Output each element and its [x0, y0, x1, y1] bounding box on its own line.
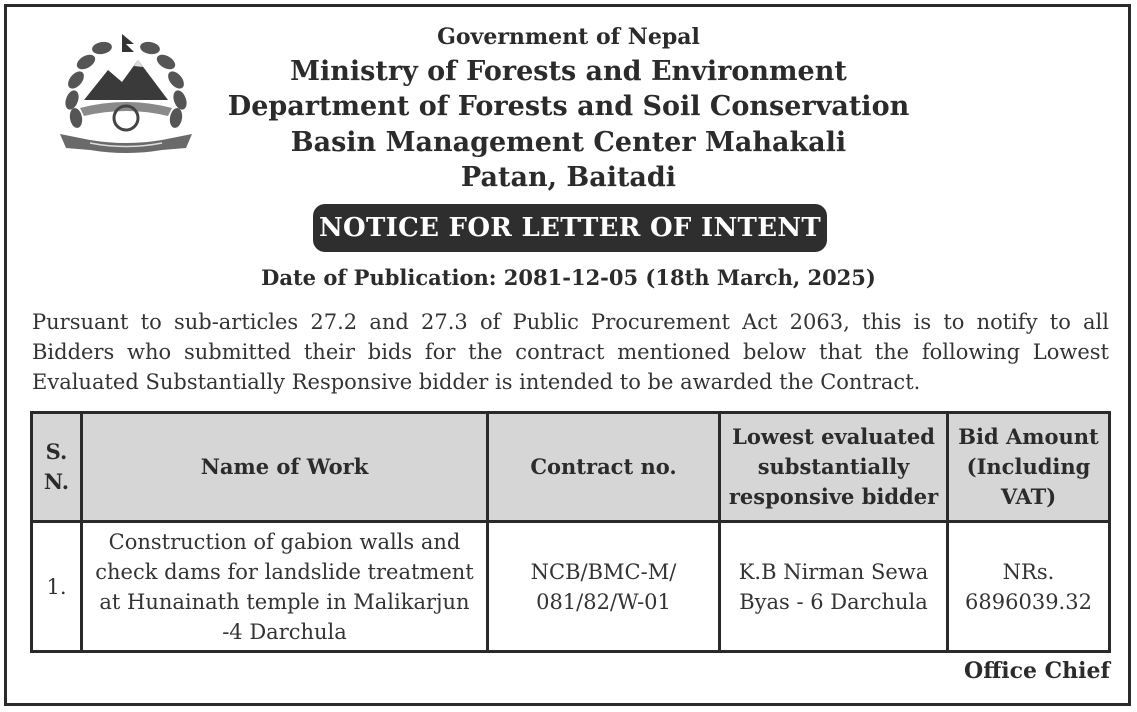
header-amount: Bid Amount (Including VAT) [948, 413, 1110, 522]
notice-title-banner: NOTICE FOR LETTER OF INTENT [313, 204, 827, 252]
cell-amount: NRs. 6896039.32 [948, 522, 1110, 652]
table-row [32, 522, 1110, 652]
department-heading: Department of Forests and Soil Conservation [227, 91, 910, 122]
header-sn: S. N. [32, 413, 82, 522]
ministry-heading: Ministry of Forests and Environment [290, 56, 847, 87]
header-work: Name of Work [82, 413, 488, 522]
center-heading: Basin Management Center Mahakali [290, 127, 847, 158]
cell-sn: 1. [32, 522, 82, 652]
bid-table [30, 411, 1111, 653]
publication-date: Date of Publication: 2081-12-05 (18th March, 2025) [261, 265, 876, 290]
header-contract: Contract no. [488, 413, 720, 522]
header-bidder: Lowest evaluated substantially responsive bidder [720, 413, 948, 522]
signature-title: Office Chief [964, 658, 1110, 684]
government-heading: Government of Nepal [437, 24, 700, 50]
table-header-row [32, 413, 1110, 522]
notice-body: Pursuant to sub-articles 27.2 and 27.3 of Public Procurement Act 2063, this is to notify to all Bidders who submitted their bids for the contract mentioned below that the following Lowest Evaluated Substantially Responsive bidder is intended to be awarded the Contract. [32, 310, 1109, 394]
location-heading: Patan, Baitadi [460, 162, 677, 193]
cell-contract: NCB/BMC-M/ 081/82/W-01 [488, 522, 720, 652]
cell-work: Construction of gabion walls and check dams for landslide treatment at Hunainath temple in Malikarjun -4 Darchula [82, 522, 488, 652]
cell-bidder: K.B Nirman Sewa Byas - 6 Darchula [720, 522, 948, 652]
